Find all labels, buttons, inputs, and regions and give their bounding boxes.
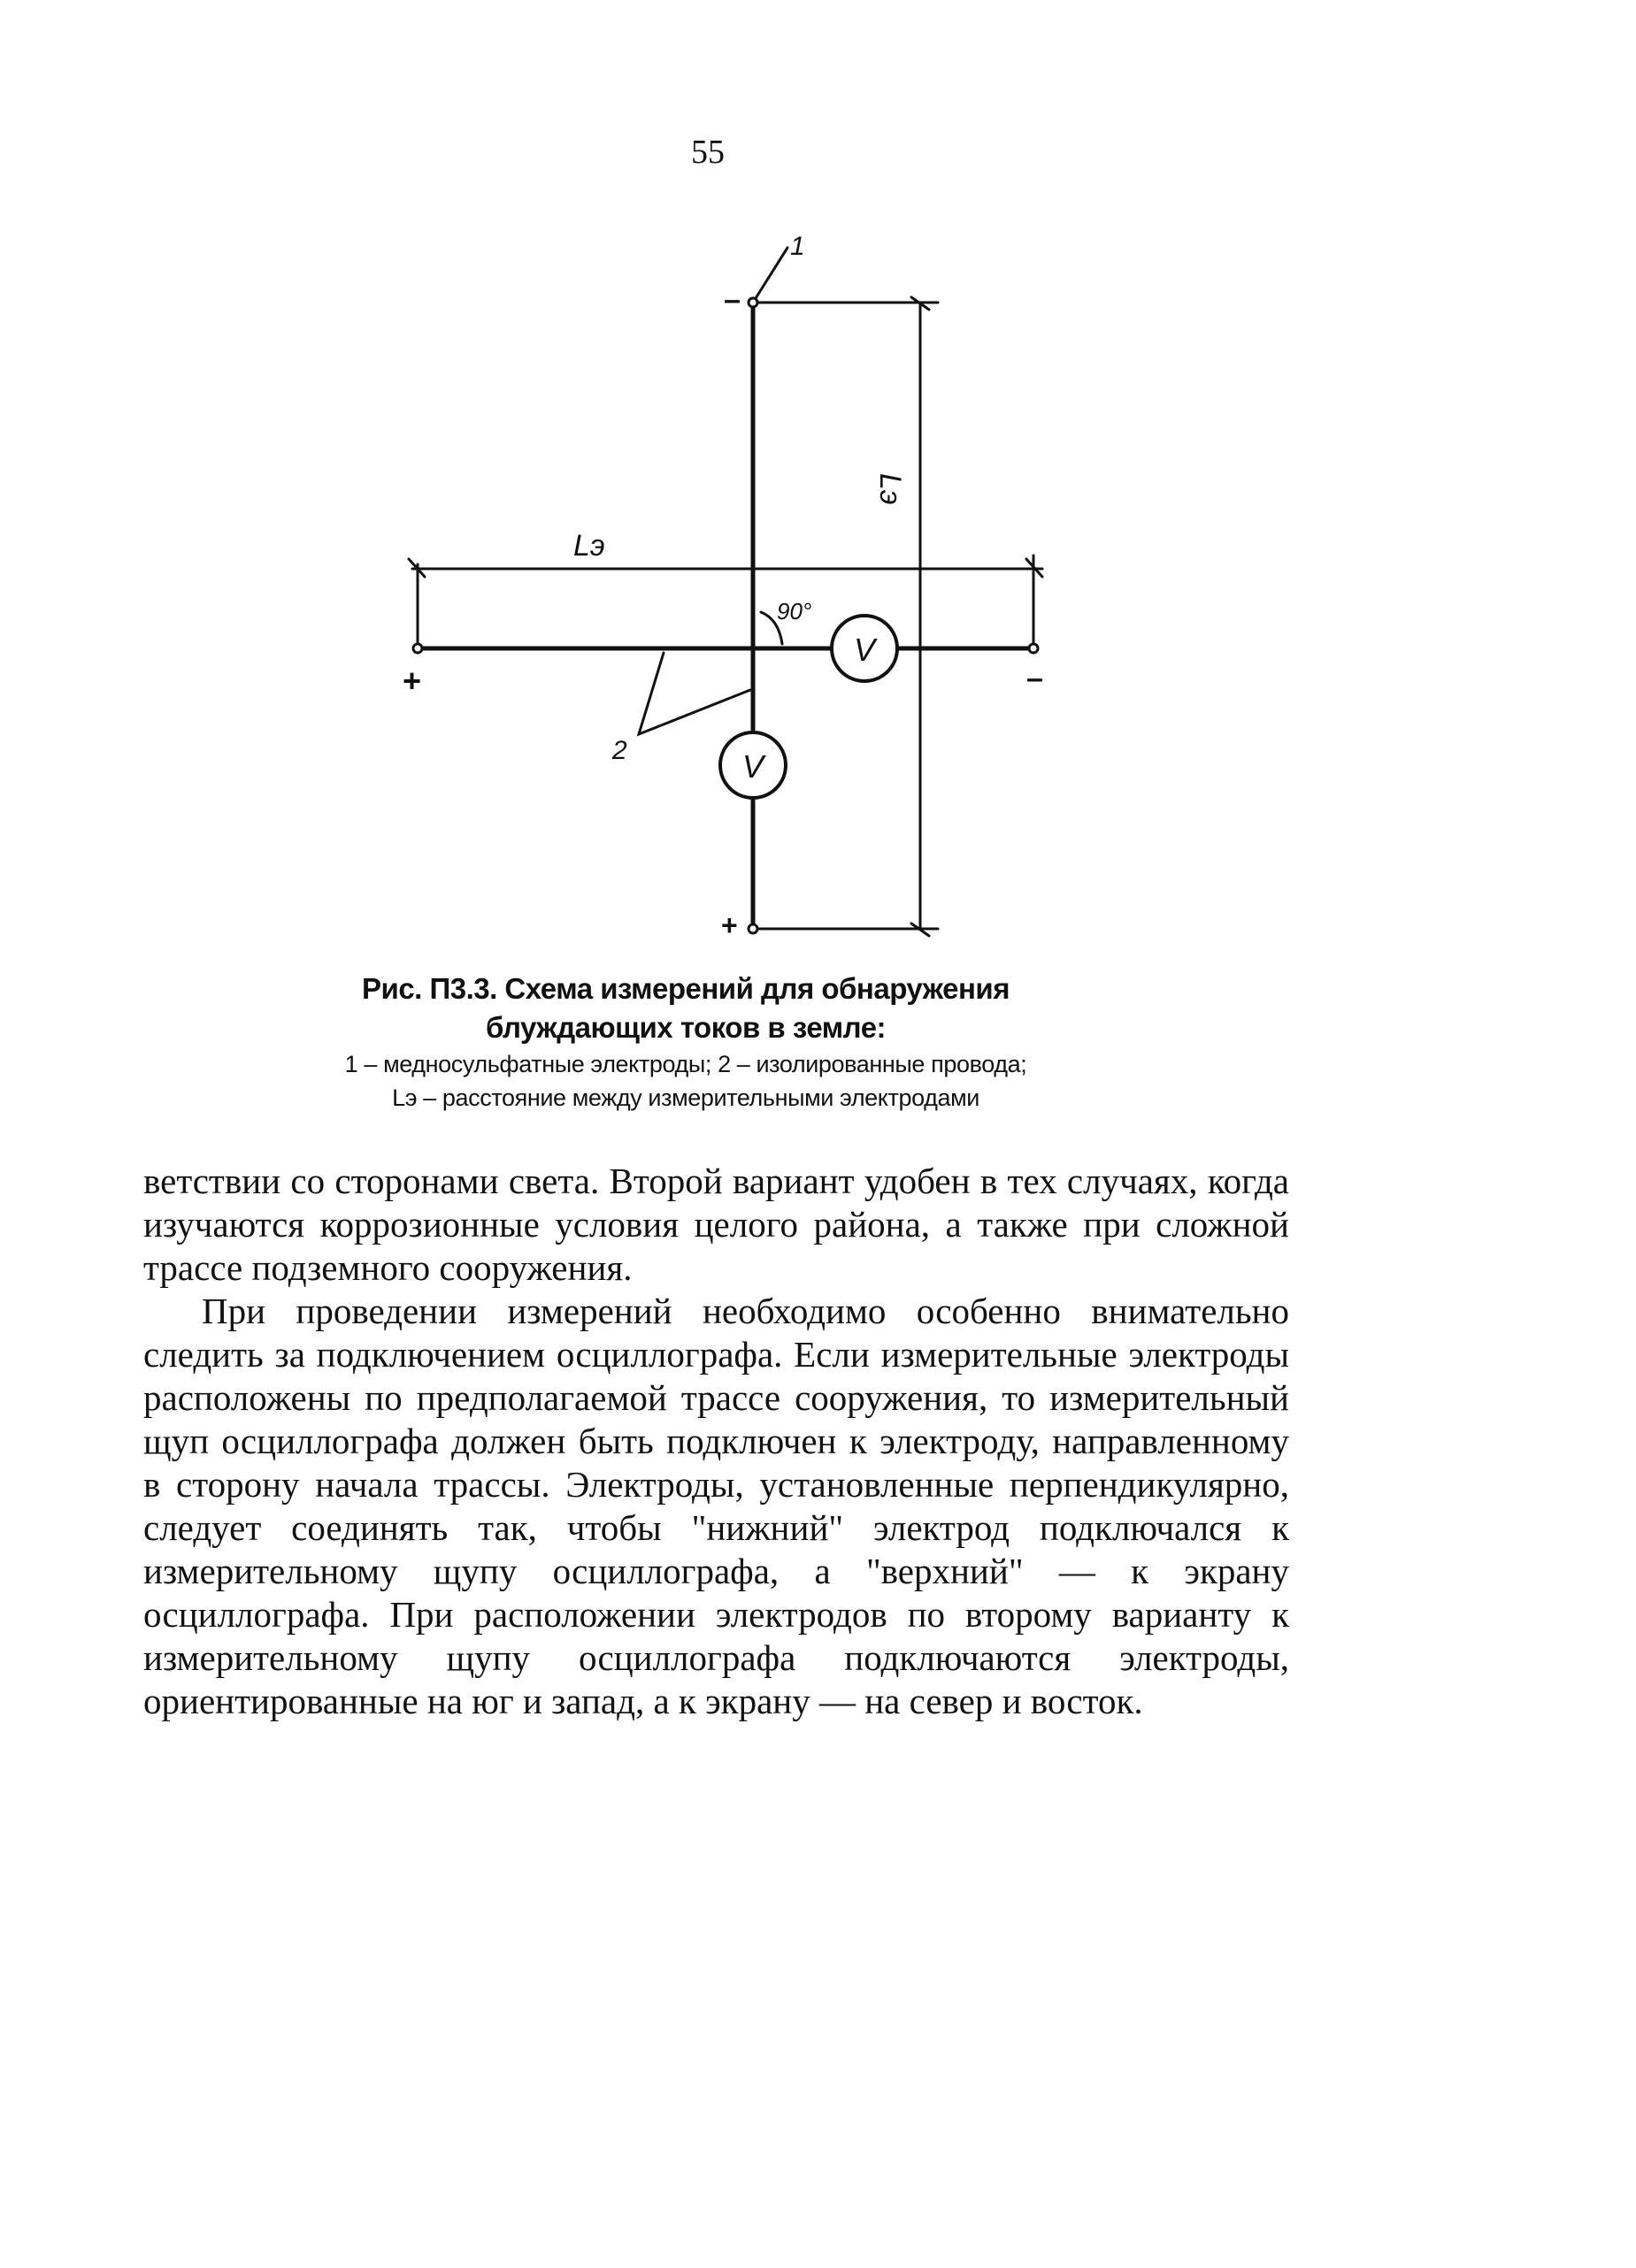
page-number: 55 (691, 134, 725, 171)
voltmeter-horizontal-label: V (854, 632, 876, 668)
caption-title-line2: блуждающих токов в земле: (485, 1011, 887, 1044)
paragraph-2: При проведении измерений необходимо особенно внимательно следить за подключением осциллографа. Если измерительные электроды расположены по предполагаемой трассе сооружения, то измерительный щуп осциллографа должен быть подключен к электроду, направленному в сторону начала трассы. Электроды, установленные перпендикулярно, следует соединять так, чтобы "нижний" электрод подключался к измерительному щупу осциллографа, а "верхний" — к экрану осциллографа. При расположении электродов по второму варианту к измерительному щупу осциллографа подключаются электроды, ориентированные на юг и запад, а к экрану — на север и восток. (143, 1291, 1289, 1721)
wires-2-label: 2 (612, 736, 627, 765)
angle-label: 90° (777, 598, 812, 624)
body-text (143, 1160, 1289, 1723)
electrode-1-label: 1 (790, 232, 805, 261)
caption-legend-line2: Lэ – расстояние между измерительными электродами (392, 1084, 979, 1111)
caption-title-line1: Рис. П3.3. Схема измерений для обнаружения (362, 972, 1010, 1005)
horizontal-distance-label: Lэ (573, 529, 605, 563)
electrode-bottom (749, 924, 757, 933)
paragraph-1: ветствии со сторонами света. Второй вариант удобен в тех случаях, когда изучаются коррозионные условия целого района, а также при сложной трассе подземного сооружения. (143, 1161, 1289, 1288)
electrode-top (749, 298, 757, 307)
vertical-distance-label: Lэ (873, 473, 907, 505)
voltmeter-vertical-label: V (742, 748, 764, 785)
sign-minus-top: – (724, 283, 741, 317)
sign-plus-left: + (403, 663, 422, 699)
measurement-diagram (0, 0, 1636, 982)
electrode-right (1029, 644, 1038, 653)
diagram-svg (0, 0, 1636, 982)
caption-legend-line1: 1 – медносульфатные электроды; 2 – изолированные провода; (344, 1051, 1027, 1077)
wires-2-pointer (639, 653, 750, 734)
electrode-1-pointer (753, 248, 787, 303)
sign-minus-right: – (1026, 662, 1043, 695)
sign-plus-bottom: + (721, 909, 738, 941)
figure-caption (265, 969, 1106, 1115)
electrode-left (413, 644, 422, 653)
